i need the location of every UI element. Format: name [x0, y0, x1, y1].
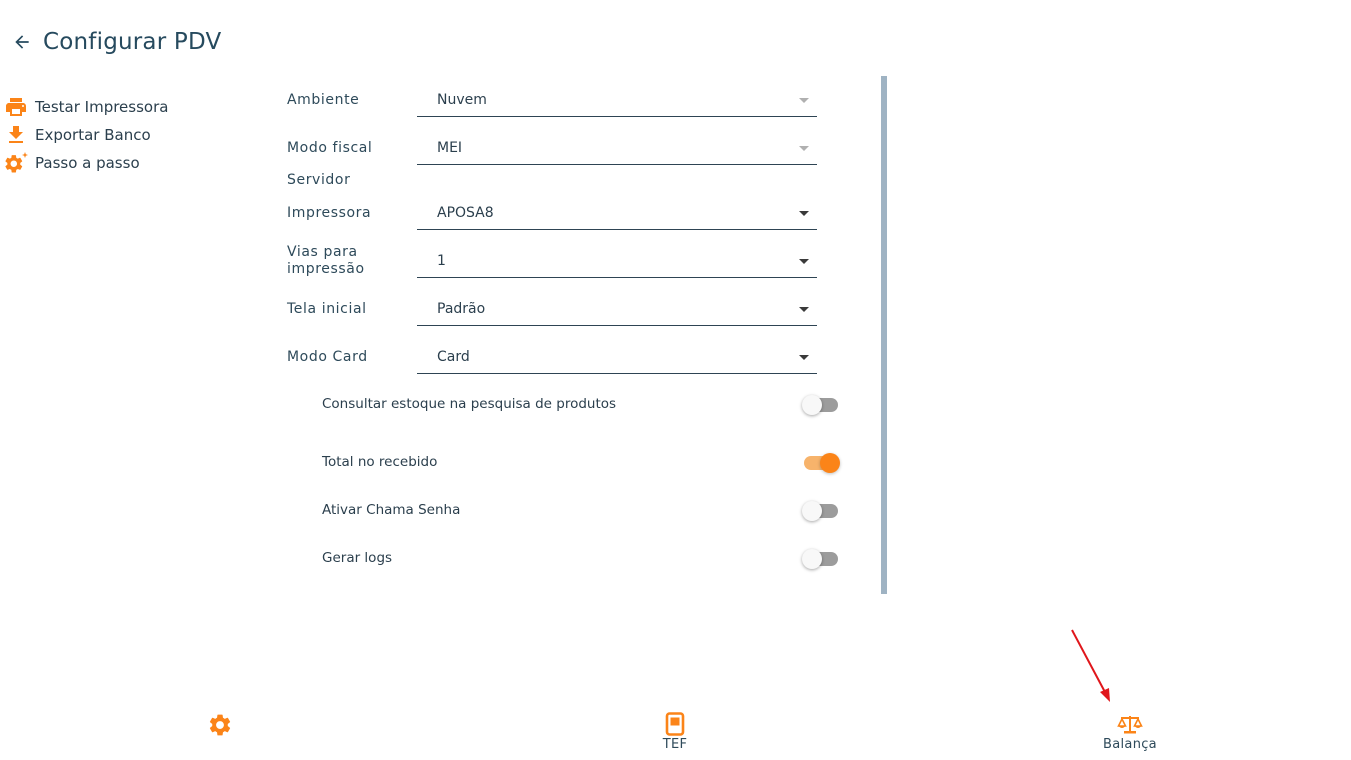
- nav-settings[interactable]: [160, 712, 280, 739]
- tela-inicial-row: [287, 285, 817, 325]
- modo-card-row: [287, 333, 817, 373]
- side-menu: [3, 93, 168, 177]
- test-printer-button[interactable]: [3, 93, 168, 121]
- impressora-value: APOSA8: [437, 205, 494, 221]
- card-terminal-icon: [664, 712, 686, 736]
- gerar-logs-row: [322, 547, 842, 571]
- arrow-left-icon: [12, 32, 32, 52]
- modo-card-label: Modo Card: [287, 349, 368, 365]
- gerar-logs-toggle[interactable]: [802, 549, 842, 569]
- gerar-logs-label: Gerar logs: [322, 550, 393, 566]
- ambiente-value: Nuvem: [437, 92, 487, 108]
- vias-label-line1: Vias para: [287, 244, 358, 260]
- chevron-down-icon: [799, 307, 809, 312]
- tela-inicial-select[interactable]: [417, 285, 817, 326]
- modo-fiscal-value: MEI: [437, 140, 463, 156]
- red-arrow-annotation: [1066, 626, 1116, 706]
- gear-icon: [207, 712, 233, 738]
- download-icon: [3, 122, 29, 148]
- bottom-navigation: [0, 700, 1351, 760]
- side-item-label: Exportar Banco: [35, 126, 151, 144]
- nav-balanca[interactable]: [1070, 712, 1190, 752]
- step-by-step-button[interactable]: [3, 149, 168, 177]
- total-recebido-toggle[interactable]: [802, 453, 842, 473]
- total-recebido-label: Total no recebido: [322, 454, 438, 470]
- nav-tef-label: TEF: [662, 737, 688, 752]
- printer-icon: [3, 94, 29, 120]
- consultar-estoque-toggle[interactable]: [802, 395, 842, 415]
- scale-icon: [1117, 712, 1143, 736]
- chevron-down-icon: [799, 211, 809, 216]
- vias-row: [287, 237, 817, 277]
- chevron-down-icon: [799, 355, 809, 360]
- side-item-label: Testar Impressora: [35, 98, 169, 116]
- chama-senha-row: [322, 499, 842, 523]
- modo-card-select[interactable]: [417, 333, 817, 374]
- chevron-down-icon: [799, 98, 809, 103]
- modo-fiscal-select[interactable]: [417, 124, 817, 165]
- vias-select[interactable]: [417, 237, 817, 278]
- tela-inicial-label: Tela inicial: [287, 301, 367, 317]
- chama-senha-toggle[interactable]: [802, 501, 842, 521]
- ambiente-label: Ambiente: [287, 92, 360, 108]
- impressora-row: [287, 189, 817, 229]
- tela-inicial-value: Padrão: [437, 301, 486, 317]
- servidor-label: Servidor: [287, 172, 351, 188]
- vias-value: 1: [437, 253, 446, 269]
- chevron-down-icon: [799, 259, 809, 264]
- vias-label-line2: impressão: [287, 261, 365, 277]
- impressora-select[interactable]: [417, 189, 817, 230]
- ambiente-row: [287, 76, 817, 116]
- chevron-down-icon: [799, 146, 809, 151]
- modo-card-value: Card: [437, 349, 470, 365]
- back-button[interactable]: [10, 30, 34, 54]
- chama-senha-label: Ativar Chama Senha: [322, 502, 461, 518]
- total-recebido-row: [322, 451, 842, 475]
- modo-fiscal-row: [287, 124, 817, 164]
- gear-sparkle-icon: [3, 150, 29, 176]
- ambiente-select[interactable]: [417, 76, 817, 117]
- nav-balanca-label: Balança: [1103, 737, 1157, 752]
- scrollbar[interactable]: [881, 76, 887, 594]
- export-database-button[interactable]: [3, 121, 168, 149]
- consultar-estoque-label: Consultar estoque na pesquisa de produtos: [322, 396, 617, 412]
- modo-fiscal-label: Modo fiscal: [287, 140, 373, 156]
- consultar-estoque-row: [322, 393, 842, 417]
- side-item-label: Passo a passo: [35, 154, 140, 172]
- impressora-label: Impressora: [287, 205, 372, 221]
- page-title: Configurar PDV: [43, 29, 222, 55]
- page-header: [10, 26, 221, 58]
- nav-tef[interactable]: [615, 712, 735, 752]
- vias-label: [287, 244, 365, 278]
